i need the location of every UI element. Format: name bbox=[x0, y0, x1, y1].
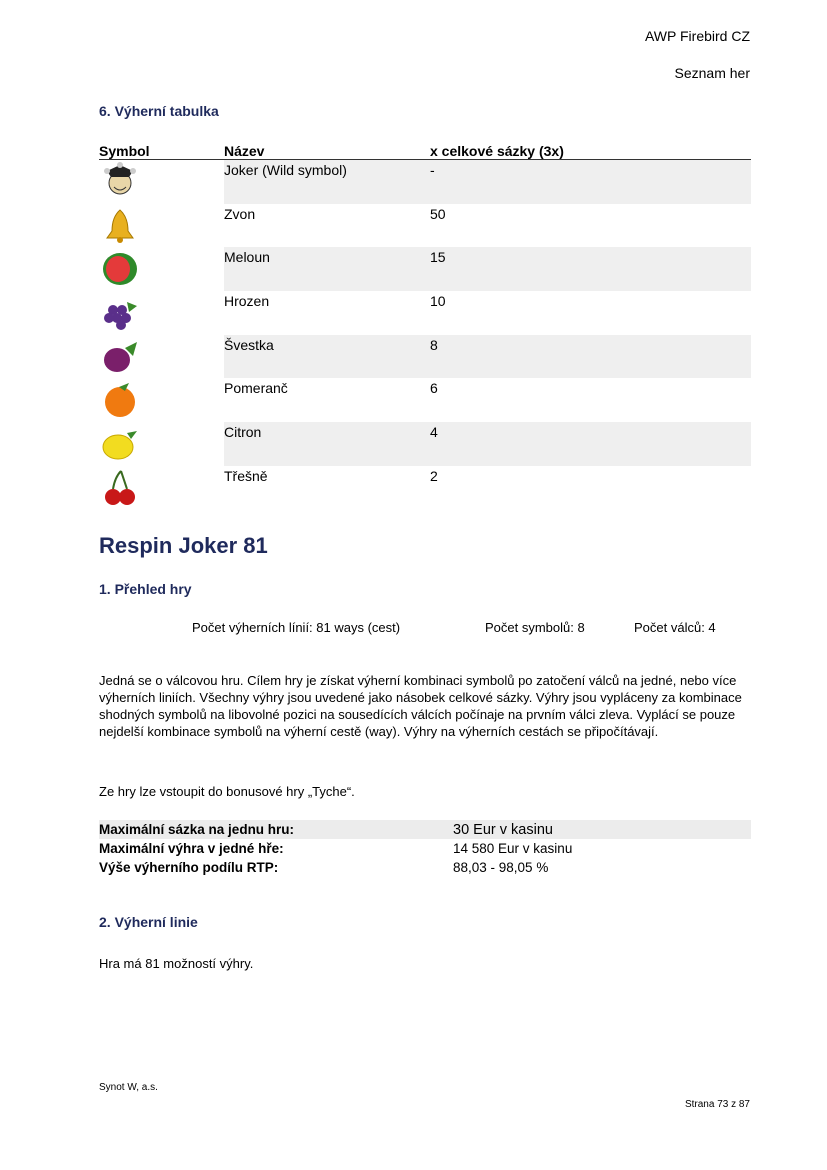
bell-icon bbox=[99, 205, 141, 245]
paytable-row bbox=[99, 466, 751, 510]
header-section: Seznam her bbox=[674, 65, 750, 81]
lemon-icon bbox=[99, 423, 141, 463]
game-title: Respin Joker 81 bbox=[99, 533, 268, 558]
symbol-name: Joker (Wild symbol) bbox=[224, 160, 430, 204]
symbol-multiplier: 4 bbox=[430, 422, 751, 466]
symbol-multiplier: 2 bbox=[430, 467, 438, 484]
symbol-multiplier: 8 bbox=[430, 335, 751, 379]
stat-lines: Počet výherních línií: 81 ways (cest) bbox=[192, 620, 401, 635]
watermelon-icon bbox=[99, 248, 141, 288]
info-label: Maximální výhra v jedné hře: bbox=[99, 841, 284, 856]
overview-heading: 1. Přehled hry bbox=[99, 581, 192, 597]
game-info-table bbox=[99, 820, 751, 877]
cherries-icon bbox=[99, 467, 141, 507]
paytable-row bbox=[99, 247, 751, 291]
symbol-multiplier: 50 bbox=[430, 205, 446, 222]
paytable-row bbox=[99, 335, 751, 379]
paytable-row bbox=[99, 378, 751, 422]
symbol-cell bbox=[99, 160, 224, 204]
orange-icon bbox=[99, 379, 141, 419]
symbol-name: Zvon bbox=[224, 205, 256, 222]
paytable-row bbox=[99, 291, 751, 335]
lines-heading: 2. Výherní linie bbox=[99, 914, 198, 930]
info-value: 88,03 - 98,05 % bbox=[453, 860, 549, 875]
info-label: Výše výherního podílu RTP: bbox=[99, 860, 279, 875]
symbol-cell bbox=[99, 335, 224, 379]
stat-symbols: Počet symbolů: 8 bbox=[485, 620, 585, 635]
footer-page: Strana 73 z 87 bbox=[684, 1099, 750, 1110]
symbol-multiplier: 15 bbox=[430, 247, 751, 291]
symbol-name: Hrozen bbox=[224, 293, 270, 310]
symbol-cell bbox=[99, 204, 224, 248]
symbol-cell bbox=[99, 291, 224, 335]
symbol-cell bbox=[99, 247, 224, 291]
symbol-name: Třešně bbox=[224, 467, 268, 484]
header-company: AWP Firebird CZ bbox=[644, 28, 750, 44]
symbol-name: Citron bbox=[224, 422, 430, 466]
symbol-multiplier: 6 bbox=[430, 380, 438, 397]
paytable-row bbox=[99, 422, 751, 466]
info-row bbox=[99, 820, 751, 839]
col-name: Název bbox=[224, 140, 430, 160]
symbol-cell bbox=[99, 422, 224, 466]
info-value: 14 580 Eur v kasinu bbox=[453, 841, 573, 856]
symbol-cell bbox=[99, 378, 224, 422]
symbol-multiplier: 10 bbox=[430, 293, 446, 310]
col-symbol: Symbol bbox=[99, 140, 224, 160]
symbol-multiplier: - bbox=[430, 160, 751, 204]
col-multiplier: x celkové sázky (3x) bbox=[430, 140, 751, 160]
symbol-name: Meloun bbox=[224, 247, 430, 291]
info-row bbox=[99, 839, 751, 858]
info-label: Maximální sázka na jednu hru: bbox=[99, 822, 295, 837]
info-row bbox=[99, 858, 751, 877]
footer-company: Synot W, a.s. bbox=[99, 1082, 158, 1093]
symbol-cell bbox=[99, 466, 224, 510]
paytable-row bbox=[99, 160, 751, 204]
paytable bbox=[99, 140, 751, 510]
symbol-name: Švestka bbox=[224, 335, 430, 379]
plum-icon bbox=[99, 336, 141, 376]
paytable-heading: 6. Výherní tabulka bbox=[99, 103, 219, 119]
lines-text: Hra má 81 možností výhry. bbox=[99, 956, 254, 971]
paytable-row bbox=[99, 204, 751, 248]
info-value: 30 Eur v kasinu bbox=[453, 821, 553, 838]
symbol-name: Pomeranč bbox=[224, 380, 288, 397]
grapes-icon bbox=[99, 292, 141, 332]
joker-icon bbox=[99, 161, 141, 201]
game-description: Jedná se o válcovou hru. Cílem hry je získat výherní kombinaci symbolů po zatočení válců na jedné, nebo více výherních liniích. Všechny výhry jsou uvedené jako násobek celkové sázky. Výhry jsou vypláceny za kombinace shodných symbolů na libovolné pozici na sousedících válcích počínaje na prvním válci zleva. Vyplácí se pouze nejdelší kombinace symbolů na výherní cestě (way). Výhry na výherních cestách se připočítávají. bbox=[99, 673, 742, 739]
bonus-text: Ze hry lze vstoupit do bonusové hry „Tyche“. bbox=[99, 784, 355, 799]
stat-reels: Počet válců: 4 bbox=[634, 620, 716, 635]
